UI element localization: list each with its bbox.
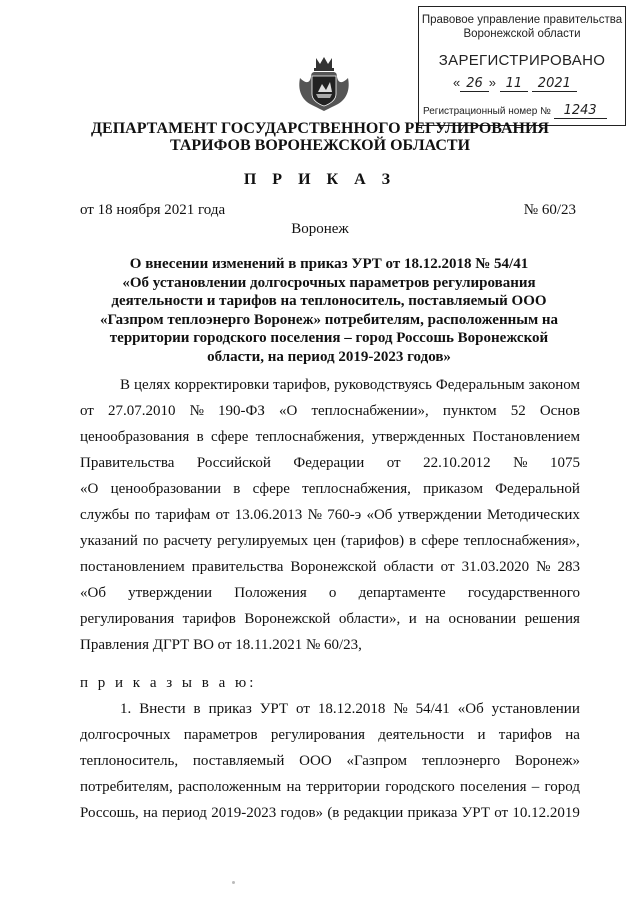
subject-line: «Об установлении долгосрочных параметров регулирования <box>122 274 536 291</box>
preamble-line: от 27.07.2010 № 190-ФЗ «О теплоснабжении», пунктом 52 Основ <box>80 403 580 419</box>
subject-line: области, на период 2019-2023 годов» <box>207 348 451 365</box>
order-word: п р и к а з ы в а ю: <box>80 675 257 691</box>
stamp-registered: ЗАРЕГИСТРИРОВАНО <box>438 52 606 69</box>
stamp-year: 2021 <box>532 76 577 92</box>
voronezh-coat-of-arms-icon <box>296 54 352 114</box>
document-city: Воронеж <box>291 221 349 237</box>
preamble-line: постановлением правительства Воронежской области от 31.03.2020 № 283 <box>80 559 580 575</box>
document-number: № 60/23 <box>523 202 576 218</box>
department-name-line2: ТАРИФОВ ВОРОНЕЖСКОЙ ОБЛАСТИ <box>169 137 471 154</box>
document-subject <box>80 255 578 366</box>
preamble-line: «Об утверждении Положения о департаменте государственного <box>80 585 580 601</box>
stamp-reg-number-label: Регистрационный номер <box>423 106 538 117</box>
item1-line: 1. Внести в приказ УРТ от 18.12.2018 № 54/41 «Об установлении <box>120 701 580 717</box>
subject-line: О внесении изменений в приказ УРТ от 18.12.2018 № 54/41 <box>129 256 529 272</box>
stamp-reg-number: Регистрационный номер № 1243 <box>423 103 607 119</box>
document-type: П Р И К А З <box>243 171 397 188</box>
stamp-authority-line2: Воронежской области <box>463 28 581 40</box>
subject-line: «Газпром теплоэнерго Воронеж» потребителям, расположенным на <box>99 311 559 328</box>
item1-line: Россошь, на период 2019-2023 годов» (в редакции приказа УРТ от 10.12.2019 <box>80 805 580 821</box>
preamble-line: Правительства Российской Федерации от 22.10.2012 № 1075 <box>80 455 580 471</box>
document-date: от 18 ноября 2021 года <box>80 202 226 218</box>
stamp-authority-line1: Правовое управление правительства <box>421 14 623 26</box>
stamp-reg-number-value: 1243 <box>554 103 607 119</box>
stamp-date: « 26 » 11 2021 <box>453 75 577 92</box>
preamble-line: В целях корректировки тарифов, руководствуясь Федеральным законом <box>120 377 580 393</box>
subject-line: деятельности и тарифов на теплоноситель, поставляемый ООО <box>111 293 547 309</box>
preamble-line: регулирования тарифов Воронежской области», и на основании решения <box>80 611 580 627</box>
item1-line: долгосрочных параметров регулирования деятельности и тарифов на <box>80 727 580 743</box>
subject-line: территории городского поселения – город Россошь Воронежской <box>109 330 549 346</box>
preamble-line: службы по тарифам от 13.06.2013 № 760-э «Об утверждении Методических <box>80 507 580 523</box>
registration-stamp <box>418 6 626 126</box>
preamble-line: ценообразования в сфере теплоснабжения, утвержденных Постановлением <box>80 429 580 445</box>
stamp-month: 11 <box>500 76 529 92</box>
scan-speck <box>232 881 235 884</box>
stamp-day: 26 <box>460 76 489 92</box>
item1-line: потребителям, расположенным на территории городского поселения – город <box>80 779 580 795</box>
item1-line: теплоноситель, поставляемый ООО «Газпром теплоэнерго Воронеж» <box>80 753 580 769</box>
department-name-line1: ДЕПАРТАМЕНТ ГОСУДАРСТВЕННОГО РЕГУЛИРОВАНИЯ <box>91 120 549 137</box>
preamble-line: указаний по расчету регулируемых цен (тарифов) в сфере теплоснабжения», <box>80 533 580 549</box>
preamble-last-line: Правления ДГРТ ВО от 18.11.2021 № 60/23, <box>80 637 362 653</box>
preamble-line: «О ценообразовании в сфере теплоснабжения, приказом Федеральной <box>80 481 580 497</box>
